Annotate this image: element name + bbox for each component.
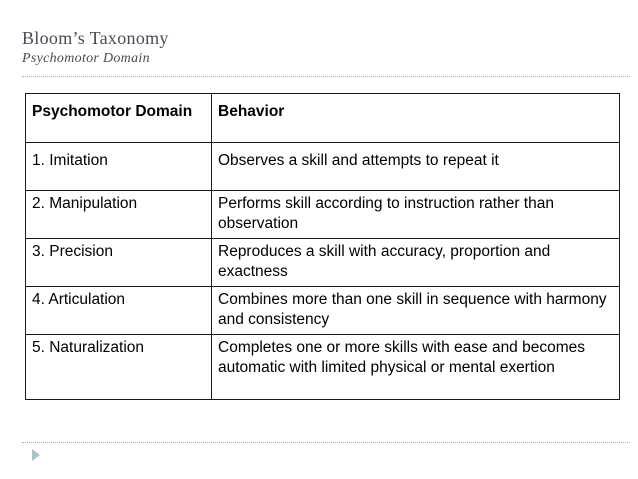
- header-domain: Psychomotor Domain: [26, 94, 212, 143]
- behavior-cell: Reproduces a skill with accuracy, proportion and exactness: [212, 239, 620, 287]
- psychomotor-table: [25, 93, 620, 400]
- slide-subtitle: Psychomotor Domain: [22, 51, 150, 66]
- table-row: [26, 335, 620, 400]
- table-row: [26, 239, 620, 287]
- table-header-row: [26, 94, 620, 143]
- domain-cell: 5. Naturalization: [26, 335, 212, 400]
- table-row: [26, 287, 620, 335]
- table-row: [26, 191, 620, 239]
- header-behavior: Behavior: [212, 94, 620, 143]
- behavior-cell: Performs skill according to instruction rather than observation: [212, 191, 620, 239]
- slide-title: Bloom’s Taxonomy: [22, 28, 169, 48]
- behavior-cell: Observes a skill and attempts to repeat it: [212, 143, 620, 191]
- behavior-cell: Combines more than one skill in sequence with harmony and consistency: [212, 287, 620, 335]
- domain-cell: 3. Precision: [26, 239, 212, 287]
- top-divider: [22, 76, 630, 77]
- triangle-bullet-icon: [32, 449, 40, 461]
- bottom-divider: [22, 442, 630, 443]
- domain-cell: 4. Articulation: [26, 287, 212, 335]
- behavior-cell: Completes one or more skills with ease and becomes automatic with limited physical or mental exertion: [212, 335, 620, 400]
- table-row: [26, 143, 620, 191]
- domain-cell: 1. Imitation: [26, 143, 212, 191]
- domain-cell: 2. Manipulation: [26, 191, 212, 239]
